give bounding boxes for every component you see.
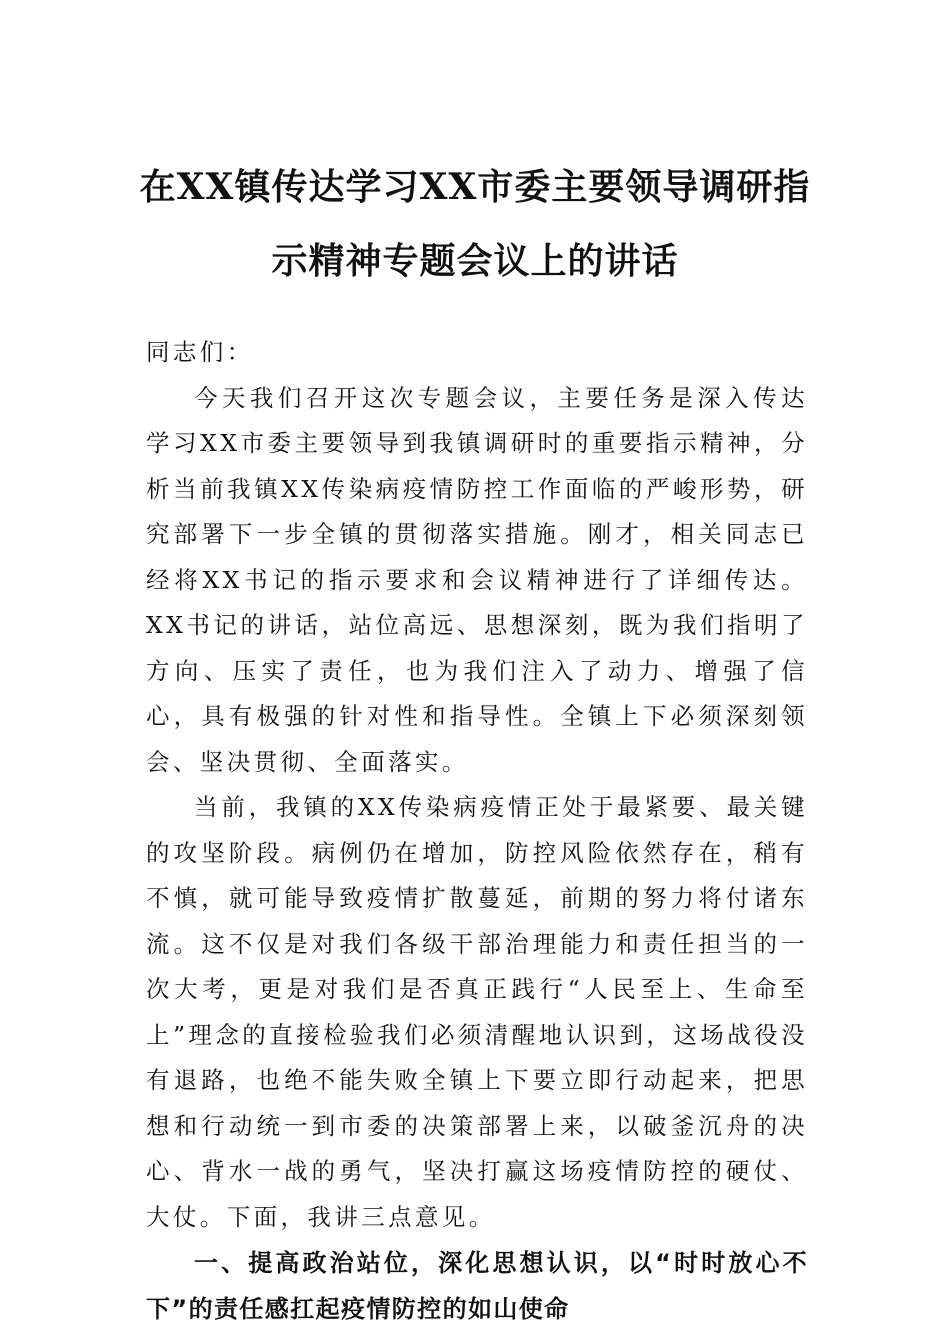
document-body: [146, 330, 808, 1332]
title-line-1: 在XX镇传达学习XX市委主要领导调研指: [139, 166, 811, 208]
document-title: [120, 150, 830, 298]
paragraph-1: 今天我们召开这次专题会议，主要任务是深入传达学习XX市委主要领导到我镇调研时的重要指示精神，分析当前我镇XX传染病疫情防控工作面临的严峻形势，研究部署下一步全镇的贯彻落实措施。刚才，相关同志已经将XX书记的指示要求和会议精神进行了详细传达。XX书记的讲话，站位高远、思想深刻，既为我们指明了方向、压实了责任，也为我们注入了动力、增强了信心，具有极强的针对性和指导性。全镇上下必须深刻领会、坚决贯彻、全面落实。: [146, 383, 808, 776]
title-line-2: 示精神专题会议上的讲话: [271, 240, 679, 282]
salutation: 同志们：: [146, 338, 254, 366]
paragraph-2: 当前，我镇的XX传染病疫情正处于最紧要、最关键的攻坚阶段。病例仍在增加，防控风险依然存在，稍有不慎，就可能导致疫情扩散蔓延，前期的努力将付诸东流。这不仅是对我们各级干部治理能力和责任担当的一次大考，更是对我们是否真正践行“人民至上、生命至上”理念的直接检验我们必须清醒地认识到，这场战役没有退路，也绝不能失败全镇上下要立即行动起来，把思想和行动统一到市委的决策部署上来，以破釜沉舟的决心、背水一战的勇气，坚决打赢这场疫情防控的硬仗、大仗。下面，我讲三点意见。: [146, 793, 808, 1231]
section-heading: 一、提高政治站位，深化思想认识，以“时时放心不下”的责任感扛起疫情防控的如山使命: [146, 1249, 808, 1323]
